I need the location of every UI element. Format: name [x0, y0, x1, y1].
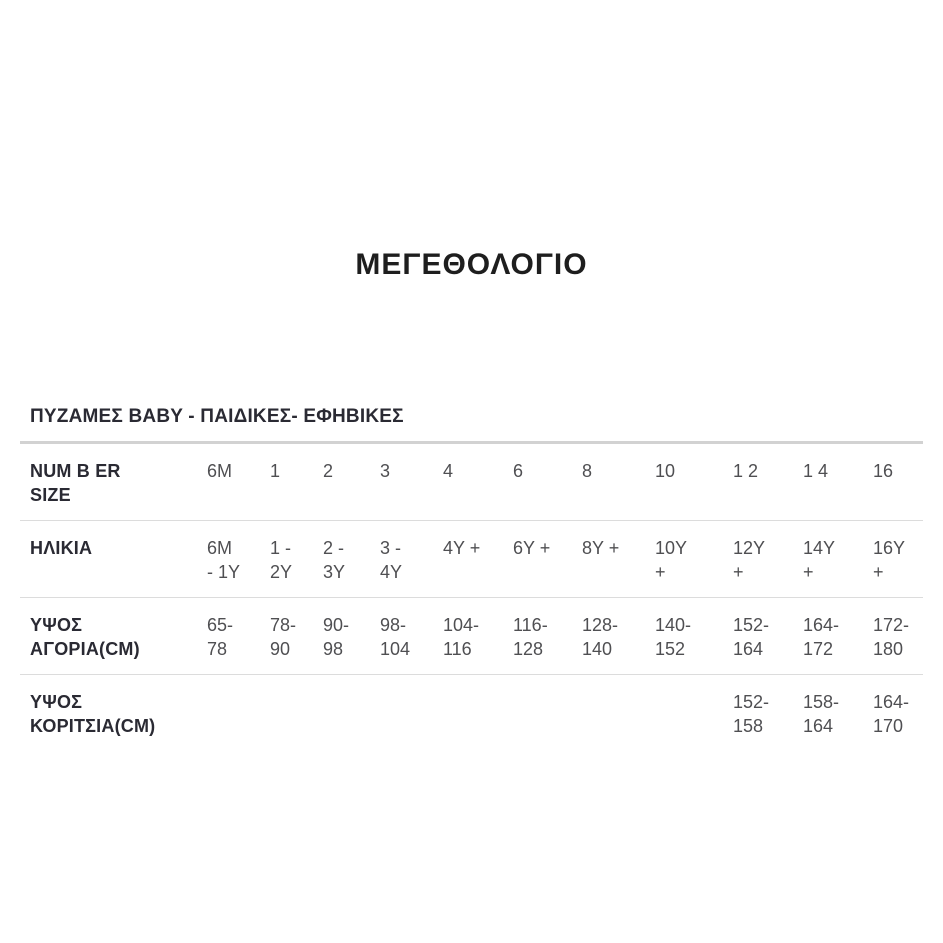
table-cell: 172- 180 [873, 615, 910, 659]
table-cell [513, 675, 582, 752]
table-cell: 78- 90 [270, 615, 297, 659]
table-cell: 12Y + [733, 538, 766, 582]
table-cell: 2 - 3Y [323, 538, 346, 582]
table-cell [380, 675, 443, 752]
table-row [20, 598, 923, 675]
table-row [20, 521, 923, 598]
table-cell: 4 [443, 461, 454, 481]
table-cell: 14Y + [803, 538, 836, 582]
table-cell [582, 675, 655, 752]
table-cell: 6M [207, 461, 233, 481]
size-table [20, 441, 923, 751]
table-cell: 98- 104 [380, 615, 411, 659]
row-label: ΥΨΟΣ ΚΟΡΙΤΣΙΑ(CM) [30, 692, 156, 736]
table-cell: 2 [323, 461, 334, 481]
row-label: ΥΨΟΣ ΑΓΟΡΙΑ(CM) [30, 615, 140, 659]
table-cell [323, 675, 380, 752]
row-label: ΗΛΙΚΙΑ [30, 538, 93, 558]
table-cell: 140- 152 [655, 615, 692, 659]
table-cell: 10Y + [655, 538, 688, 582]
table-cell: 8 [582, 461, 593, 481]
table-cell [655, 675, 733, 752]
table-cell: 128- 140 [582, 615, 619, 659]
table-cell: 1 4 [803, 461, 829, 481]
section-title: ΠΥΖΑΜΕΣ BABY - ΠΑΙΔΙΚΕΣ- ΕΦΗΒΙΚΕΣ [30, 406, 404, 427]
table-cell: 1 - 2Y [270, 538, 293, 582]
table-cell: 164- 172 [803, 615, 840, 659]
table-cell [207, 675, 270, 752]
table-cell [270, 675, 323, 752]
table-cell: 6M - 1Y [207, 538, 241, 582]
table-cell: 6 [513, 461, 524, 481]
table-cell: 152- 158 [733, 692, 770, 736]
table-cell: 104- 116 [443, 615, 480, 659]
table-cell: 6Y + [513, 538, 551, 558]
table-cell: 16Y + [873, 538, 906, 582]
table-cell: 65- 78 [207, 615, 234, 659]
table-cell: 3 - 4Y [380, 538, 403, 582]
table-cell: 8Y + [582, 538, 620, 558]
size-table-body [20, 443, 923, 752]
table-cell: 164- 170 [873, 692, 910, 736]
table-cell: 116- 128 [513, 615, 548, 659]
table-cell [443, 675, 513, 752]
row-label: NUM B ER SIZE [30, 461, 121, 505]
page-title: ΜΕΓΕΘΟΛΟΓΙΟ [355, 248, 588, 281]
table-cell: 10 [655, 461, 676, 481]
table-cell: 152- 164 [733, 615, 770, 659]
table-cell: 3 [380, 461, 391, 481]
table-cell: 16 [873, 461, 894, 481]
table-cell: 1 [270, 461, 281, 481]
table-row [20, 675, 923, 752]
table-row [20, 443, 923, 521]
table-cell: 90- 98 [323, 615, 350, 659]
table-cell: 158- 164 [803, 692, 840, 736]
table-cell: 1 2 [733, 461, 759, 481]
table-cell: 4Y + [443, 538, 481, 558]
